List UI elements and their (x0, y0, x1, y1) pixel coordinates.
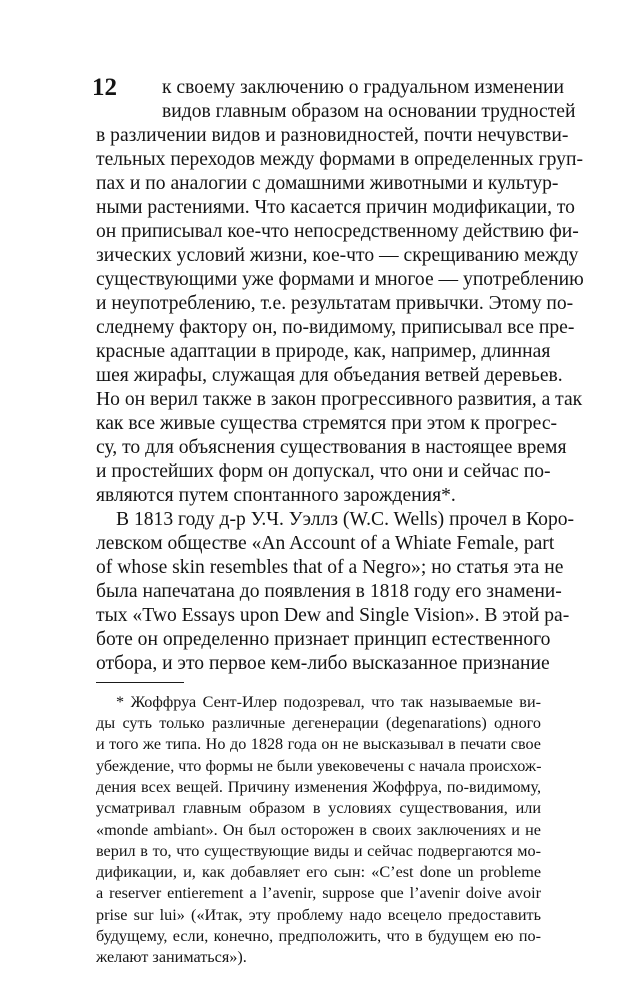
body-line: пах и по аналогии с домашними животными и культур- (96, 173, 559, 194)
footnote-line: будущему, если, конечно, предположить, что в будущем ею по- (96, 927, 541, 945)
body-line: к своему заключению о градуальном изменении (162, 77, 564, 98)
body-line: левском обществе «An Account of a Whiate Female, part (96, 533, 555, 554)
body-line: боте он определенно признает принцип естественного (96, 629, 551, 650)
body-line: следнему фактору он, по-видимому, приписывал все пре- (96, 317, 575, 338)
footnote-line: верил в то, что существующие виды и сейчас подвергаются мо- (96, 842, 541, 860)
body-line: тельных переходов между формами в определенных груп- (96, 149, 583, 170)
body-line: красные адаптации в природе, как, например, длинная (96, 341, 551, 362)
body-line: тых «Two Essays upon Dew and Single Vision». В этой ра- (96, 605, 570, 626)
body-line: шея жирафы, служащая для объедания ветвей деревьев. (96, 365, 563, 386)
body-line: зических условий жизни, кое-что — скрещиванию между (96, 245, 579, 266)
page-number: 12 (92, 74, 117, 101)
footnote-line: ды суть только различные дегенерации (degenarations) одного (96, 714, 541, 732)
body-line: В 1813 году д-р У.Ч. Уэллз (W.C. Wells) прочел в Коро- (116, 509, 575, 530)
body-line: являются путем спонтанного зарождения*. (96, 485, 456, 506)
footnote-line: убеждение, что формы не были увековечены с начала происхож- (96, 757, 542, 775)
footnote-line: желают заниматься»). (96, 948, 247, 966)
body-line: су, то для объяснения существования в настоящее время (96, 437, 567, 458)
footnote-line: a reserver entierement a l’avenir, suppose que l’avenir doive avoir (96, 884, 541, 902)
body-line: и неупотреблению, т.е. результатам привычки. Этому по- (96, 293, 574, 314)
footnote-line: * Жоффруа Сент-Илер подозревал, что так называемые ви- (116, 693, 541, 711)
body-line: в различении видов и разновидностей, почти нечувстви- (96, 125, 569, 146)
body-line: ными растениями. Что касается причин модификации, то (96, 197, 575, 218)
body-line: и простейших форм он допускал, что они и сейчас по- (96, 461, 551, 482)
body-line: видов главным образом на основании трудностей (162, 101, 576, 122)
body-line: как все живые существа стремятся при этом к прогрес- (96, 413, 558, 434)
body-line: он приписывал кое-что непосредственному действию фи- (96, 221, 579, 242)
footnote-line: дификации, и, как добавляет его сын: «C’est done un probleme (96, 863, 541, 881)
footnote-line: «monde ambiant». Он был осторожен в своих заключениях и не (96, 821, 541, 839)
footnote-line: и того же типа. Но до 1828 года он не высказывал в печати свое (96, 735, 541, 753)
body-line: of whose skin resembles that of a Negro»; но статья эта не (96, 557, 564, 578)
body-line: Но он верил также в закон прогрессивного развития, а так (96, 389, 583, 410)
footnote-separator (96, 682, 184, 683)
footnote-line: усматривал главным образом в условиях существования, или (96, 799, 541, 817)
body-line: отбора, и это первое кем-либо высказанное признание (96, 653, 550, 674)
footnote-line: дения всех вещей. Причину изменения Жоффруа, по-видимому, (96, 778, 541, 796)
body-line: существующими уже формами и многое — употреблению (96, 269, 584, 290)
body-line: была напечатана до появления в 1818 году его знамени- (96, 581, 562, 602)
footnote-line: prise sur lui» («Итак, эту проблему надо всецело предоставить (96, 906, 541, 924)
